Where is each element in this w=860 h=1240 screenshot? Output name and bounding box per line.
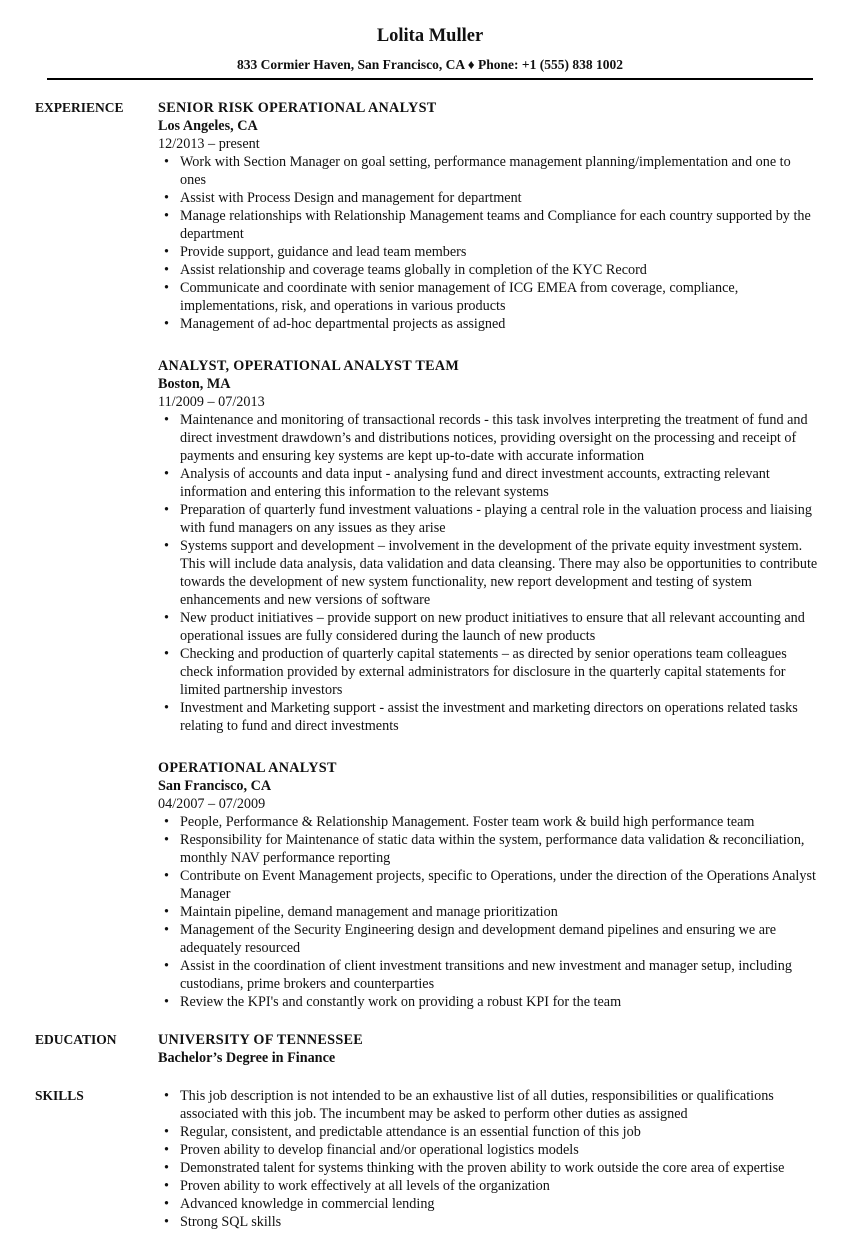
job-bullet: • Work with Section Manager on goal setting, performance management planning/implementation and one to ones [180,153,818,189]
skill-item: • Regular, consistent, and predictable attendance is an essential function of this job [180,1123,818,1141]
candidate-name: Lolita Muller [376,26,484,46]
job-bullet: • Checking and production of quarterly capital statements – as directed by senior operations team colleagues check information provided by external administrators for disclosure in the quarterly capital statements for limited partnership investors [180,645,818,699]
header-divider [47,78,813,80]
job-bullet: • Communicate and coordinate with senior management of ICG EMEA from coverage, compliance, implementations, risk, and operations in various products [180,279,818,315]
skill-item: • Proven ability to work effectively at all levels of the organization [180,1177,818,1195]
resume-header [0,0,860,80]
job-title: ANALYST, OPERATIONAL ANALYST TEAM [158,358,460,374]
skills-heading: SKILLS [35,1088,84,1103]
skill-item: • Demonstrated talent for systems thinking with the proven ability to work outside the core area of expertise [180,1159,818,1177]
job-title: OPERATIONAL ANALYST [158,760,337,776]
skills-list [158,1087,818,1231]
job-dates: 04/2007 – 07/2009 [158,796,266,812]
job-bullet: • Management of ad-hoc departmental projects as assigned [180,315,818,333]
job-entry [158,99,818,333]
school-name: UNIVERSITY OF TENNESSEE [158,1032,364,1048]
experience-body [158,99,860,1011]
job-bullet: • Review the KPI's and constantly work on providing a robust KPI for the team [180,993,818,1011]
job-bullet: • Management of the Security Engineering design and development demand pipelines and ensuring we are adequately resourced [180,921,818,957]
job-bullet: • Assist relationship and coverage teams globally in completion of the KYC Record [180,261,818,279]
job-bullet: • Preparation of quarterly fund investment valuations - playing a central role in the valuation process and liaising with fund managers on any issues as they arise [180,501,818,537]
education-heading: EDUCATION [35,1032,117,1047]
job-bullet: • Investment and Marketing support - assist the investment and marketing directors on operations related tasks relating to fund and direct investments [180,699,818,735]
job-location: San Francisco, CA [158,778,272,794]
skill-item: • Proven ability to develop financial and/or operational logistics models [180,1141,818,1159]
degree: Bachelor’s Degree in Finance [158,1050,336,1066]
job-title: SENIOR RISK OPERATIONAL ANALYST [158,100,437,116]
education-section [0,1031,860,1067]
experience-heading: EXPERIENCE [35,100,124,115]
job-bullets [158,411,818,735]
skill-item: • Strong SQL skills [180,1213,818,1231]
job-entry [158,759,818,1011]
skill-item: • This job description is not intended to be an exhaustive list of all duties, responsibilities or qualifications associated with this job. The incumbent may be asked to perform other duties as assigned [180,1087,818,1123]
contact-line: 833 Cormier Haven, San Francisco, CA ♦ Phone: +1 (555) 838 1002 [237,57,623,72]
job-dates: 12/2013 – present [158,136,260,152]
job-bullets [158,813,818,1011]
job-bullet: • Contribute on Event Management projects, specific to Operations, under the direction of the Operations Analyst Manager [180,867,818,903]
skill-item: • Advanced knowledge in commercial lending [180,1195,818,1213]
job-location: Los Angeles, CA [158,118,258,134]
education-body [158,1031,860,1067]
job-bullet: • Provide support, guidance and lead team members [180,243,818,261]
job-bullet: • People, Performance & Relationship Management. Foster team work & build high performance team [180,813,818,831]
job-bullet: • Analysis of accounts and data input - analysing fund and direct investment accounts, extracting relevant information and entering this information to the relevant systems [180,465,818,501]
job-bullet: • Manage relationships with Relationship Management teams and Compliance for each country supported by the department [180,207,818,243]
experience-section [0,99,860,1011]
job-bullet: • Assist with Process Design and management for department [180,189,818,207]
job-bullets [158,153,818,333]
job-bullet: • New product initiatives – provide support on new product initiatives to ensure that all relevant accounting and operational issues are fully considered during the launch of new products [180,609,818,645]
job-location: Boston, MA [158,376,231,392]
job-bullet: • Maintenance and monitoring of transactional records - this task involves interpreting the treatment of fund and direct investment drawdown’s and distributions notices, providing oversight on the processing and receipt of payments and ensuring key systems are kept up-to-date with accurate information [180,411,818,465]
skills-section [0,1087,860,1231]
job-entry [158,357,818,735]
skills-body [158,1087,860,1231]
job-dates: 11/2009 – 07/2013 [158,394,265,410]
job-bullet: • Maintain pipeline, demand management and manage prioritization [180,903,818,921]
job-bullet: • Assist in the coordination of client investment transitions and new investment and manager setup, including custodians, prime brokers and counterparties [180,957,818,993]
job-bullet: • Systems support and development – involvement in the development of the private equity investment system. This will include data analysis, data validation and data cleansing. There may also be opportunities to contribute towards the development of new system functionality, new report development and testing of system enhancements and new versions of software [180,537,818,609]
job-bullet: • Responsibility for Maintenance of static data within the system, performance data validation & reconciliation, monthly NAV performance reporting [180,831,818,867]
